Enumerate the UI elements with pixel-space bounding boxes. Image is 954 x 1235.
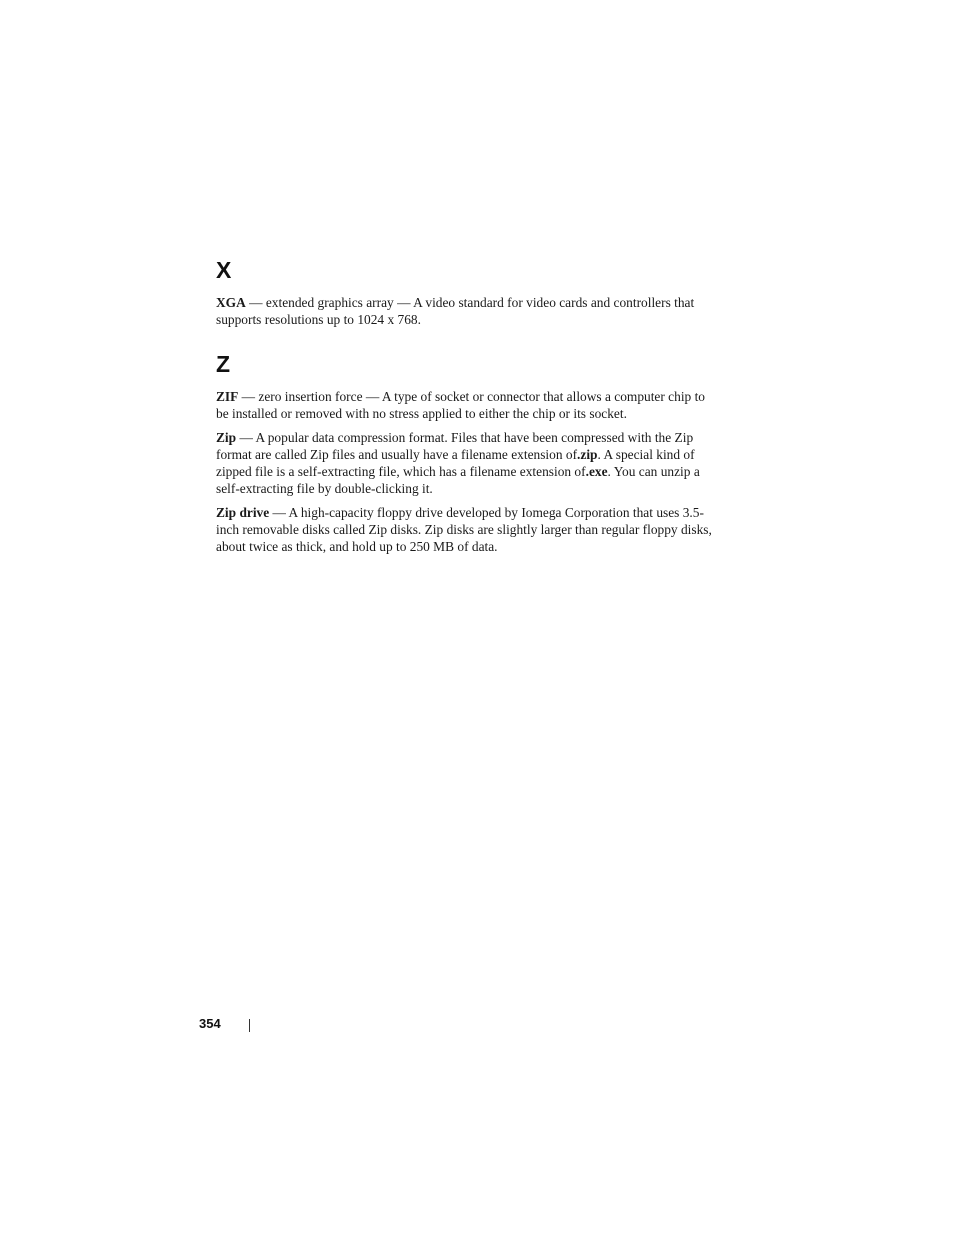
glossary-entry-zif: [216, 388, 716, 422]
glossary-definition: — A popular data compression format. Files that have been compressed with the Zip format are called Zip files and usually have a filename extension of: [216, 430, 694, 462]
glossary-content: [216, 256, 716, 562]
page-number: 354: [199, 1015, 221, 1031]
page-footer: [199, 1013, 250, 1033]
glossary-entry-zip: [216, 429, 716, 497]
glossary-entry-xga: [216, 294, 716, 328]
section-x: [216, 256, 716, 328]
glossary-definition: — A high-capacity floppy drive developed by Iomega Corporation that uses 3.5-inch removable disks called Zip disks. Zip disks are slightly larger than regular floppy disks, about twice as thick, and hold up to 250 MB of data.: [216, 505, 712, 554]
file-extension-zip: .zip: [577, 447, 598, 462]
file-extension-exe: .exe: [585, 464, 608, 479]
glossary-term: Zip: [216, 430, 237, 445]
glossary-definition: . You can unzip a self-extracting file by double-clicking it.: [216, 464, 700, 496]
section-z: [216, 350, 716, 555]
section-heading-z: Z: [216, 351, 231, 377]
section-heading-x: X: [216, 257, 232, 283]
glossary-definition: . A special kind of zipped file is a self-extracting file, which has a filename extension of: [216, 447, 695, 479]
glossary-definition: — extended graphics array — A video standard for video cards and controllers that supports resolutions up to 1024 x 768.: [216, 295, 695, 327]
glossary-definition: — zero insertion force — A type of socket or connector that allows a computer chip to be installed or removed with no stress applied to either the chip or its socket.: [216, 389, 705, 421]
glossary-entry-zip-drive: [216, 504, 716, 555]
glossary-term: XGA: [216, 295, 246, 310]
footer-divider: [249, 1019, 250, 1032]
glossary-term: ZIF: [216, 389, 239, 404]
glossary-term: Zip drive: [216, 505, 270, 520]
